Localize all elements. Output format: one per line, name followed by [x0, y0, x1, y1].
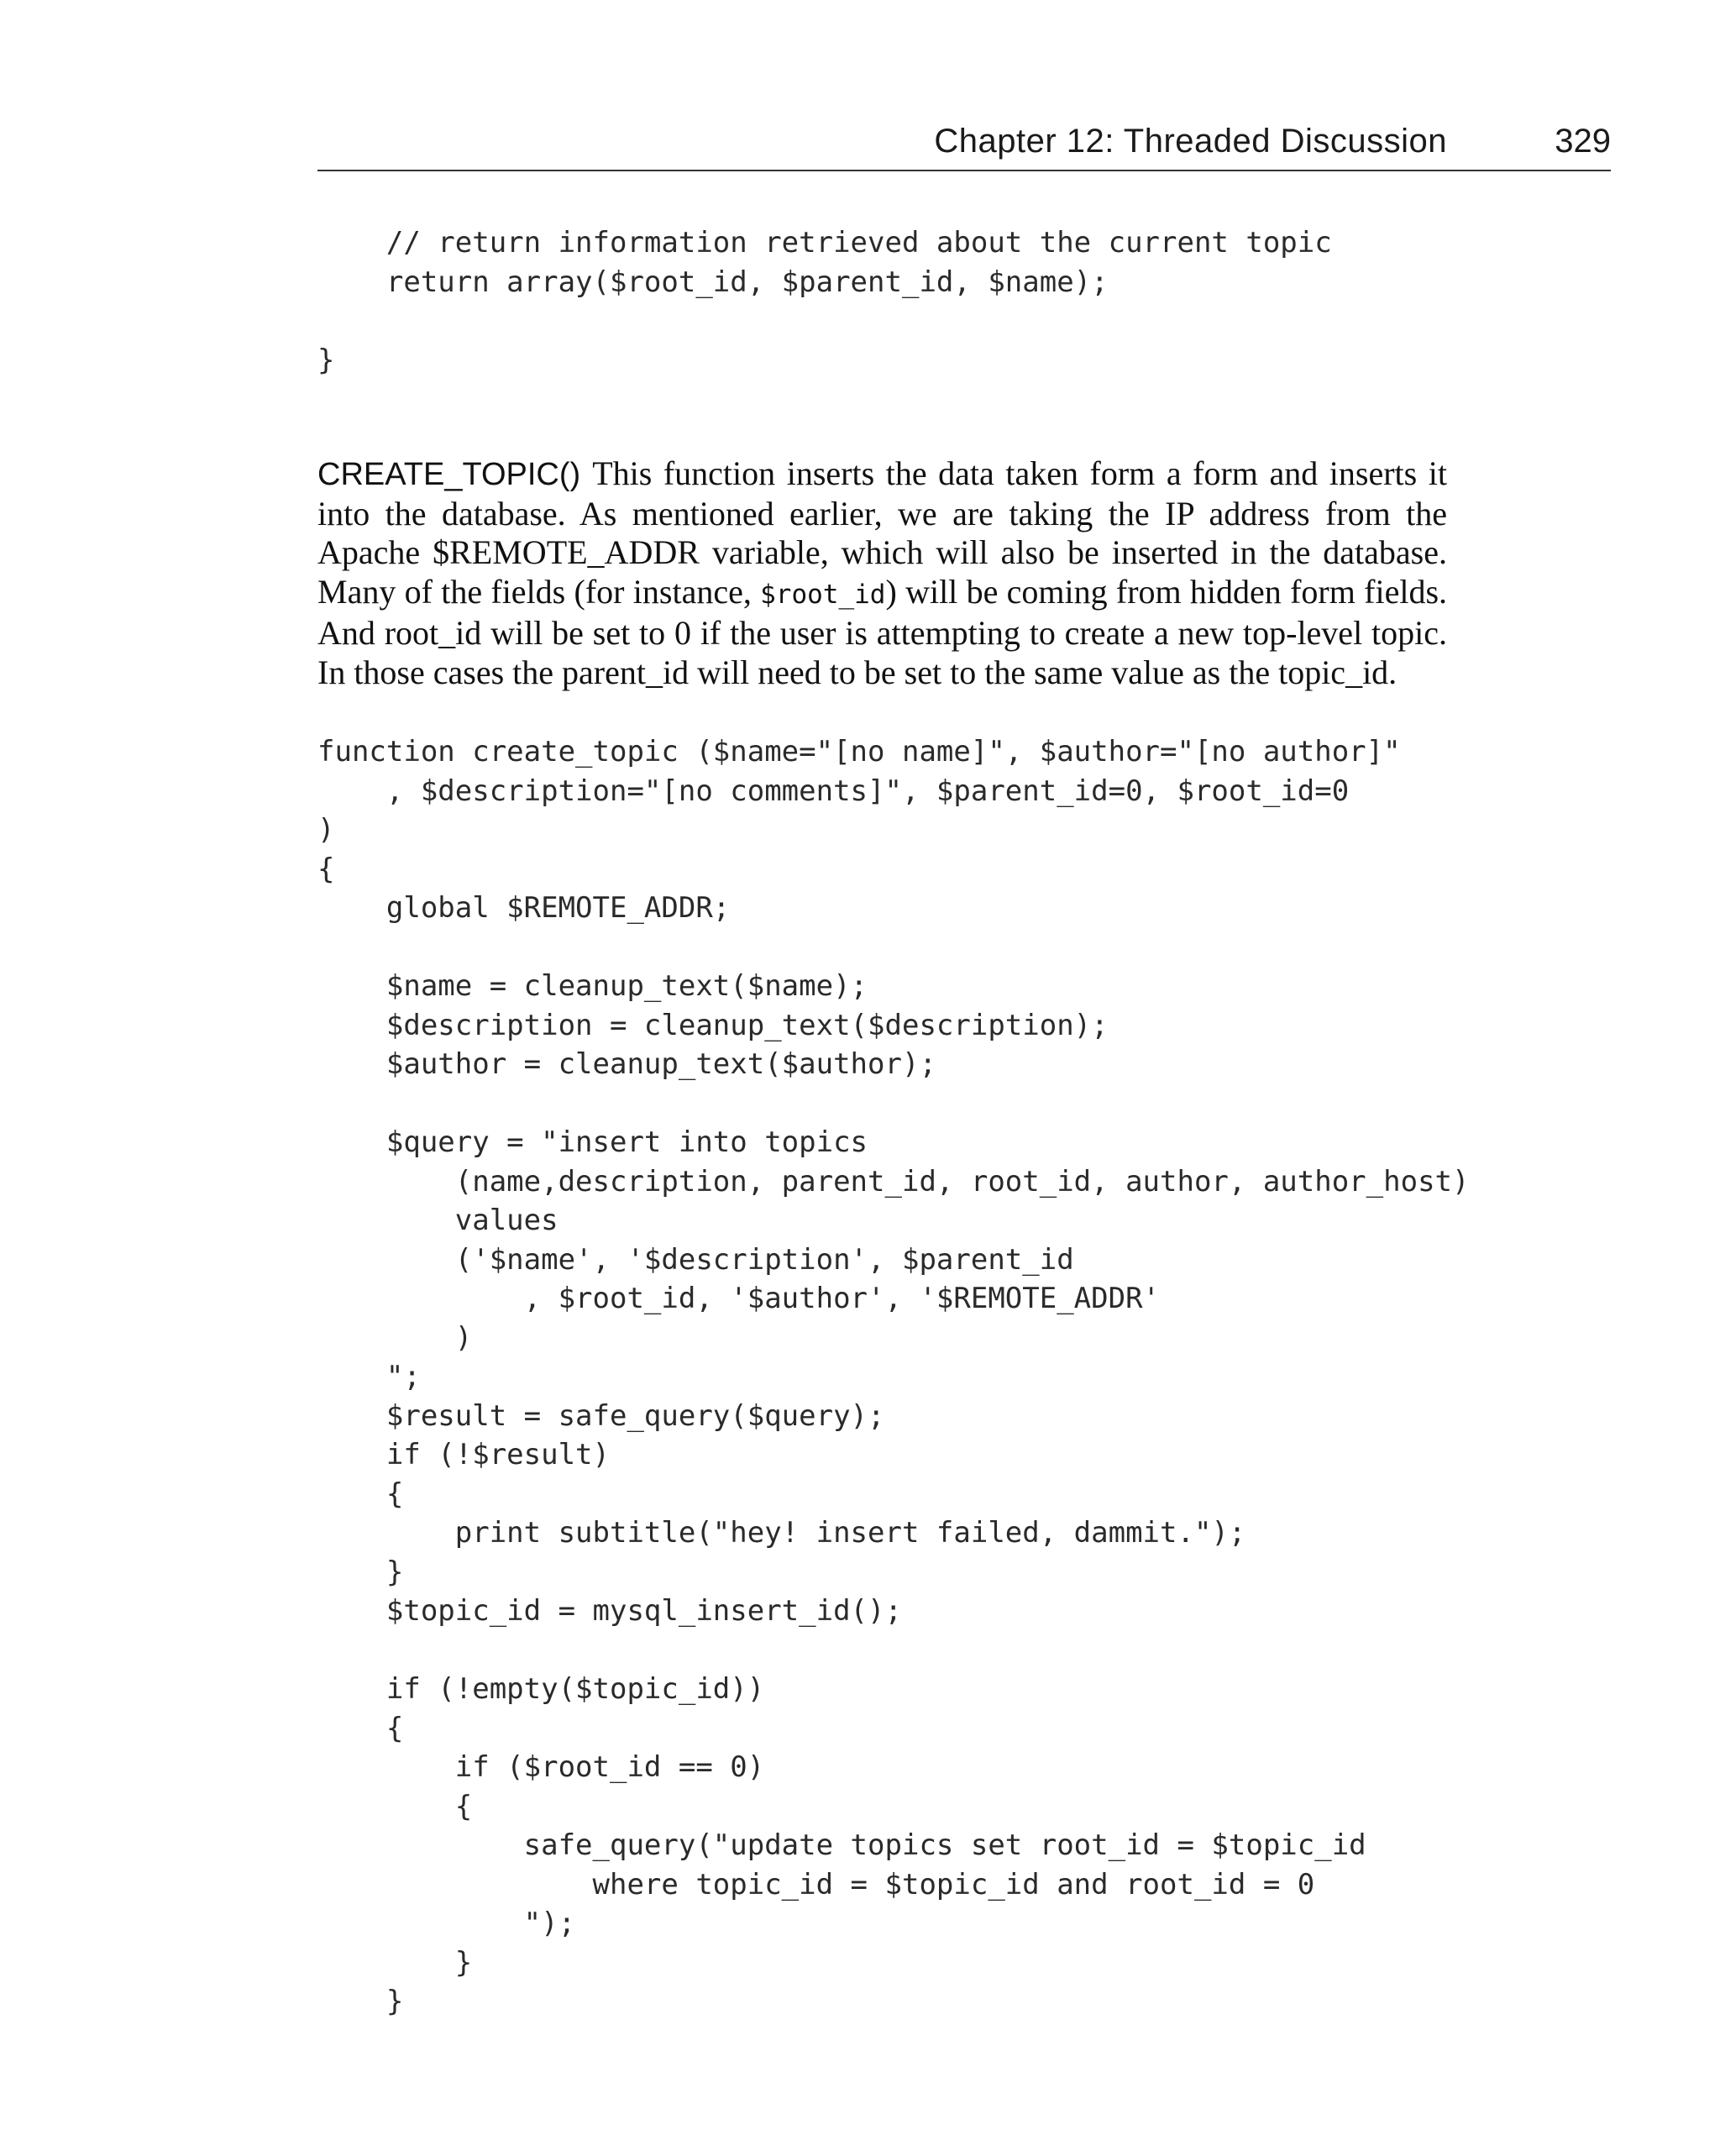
function-heading: CREATE_TOPIC()	[317, 457, 581, 492]
code-block-return-topic: // return information retrieved about the current topic return array($root_id, $parent_id, $name); }	[317, 226, 1332, 377]
inline-code-root-id: $root_id	[760, 579, 886, 610]
page-number: 329	[1555, 123, 1611, 160]
body-paragraph	[317, 454, 1447, 692]
chapter-title: Chapter 12: Threaded Discussion	[934, 123, 1447, 160]
code-block-create-topic: function create_topic ($name="[no name]", $author="[no author]" , $description="[no comments]", $parent_id=0, $root_id=0 ) { global $REMOTE_ADDR; $name = cleanup_text($name); $description = cleanup_text($description); $author = cleanup_text($author); $query = "insert into topics (name,description, parent_id, root_id, author, author_host) values ('$name', '$description', $parent_id , $root_id, '$author', '$REMOTE_ADDR' ) "; $result = safe_query($query); if (!$result) { print subtitle("hey! insert failed, dammit."); } $topic_id = mysql_insert_id(); if (!empty($topic_id)) { if ($root_id == 0) { safe_query("update topics set root_id = $topic_id where topic_id = $topic_id and root_id = 0 "); } }	[317, 735, 1470, 2018]
page-header	[317, 116, 1611, 171]
paragraph-text-2: ) will be coming from hidden form fields. And root_id will be set to 0 if the user is attempting to create a new top-level topic. In those cases the parent_id will need to be set to the same value as the topic_id.	[317, 572, 1448, 691]
paragraph-text-1: This function inserts the data taken form a form and inserts it into the database. As mentioned earlier, we are taking the IP address from the Apache $REMOTE_ADDR variable, which will also be inserted in the database. Many of the fields (for instance,	[317, 454, 1447, 611]
